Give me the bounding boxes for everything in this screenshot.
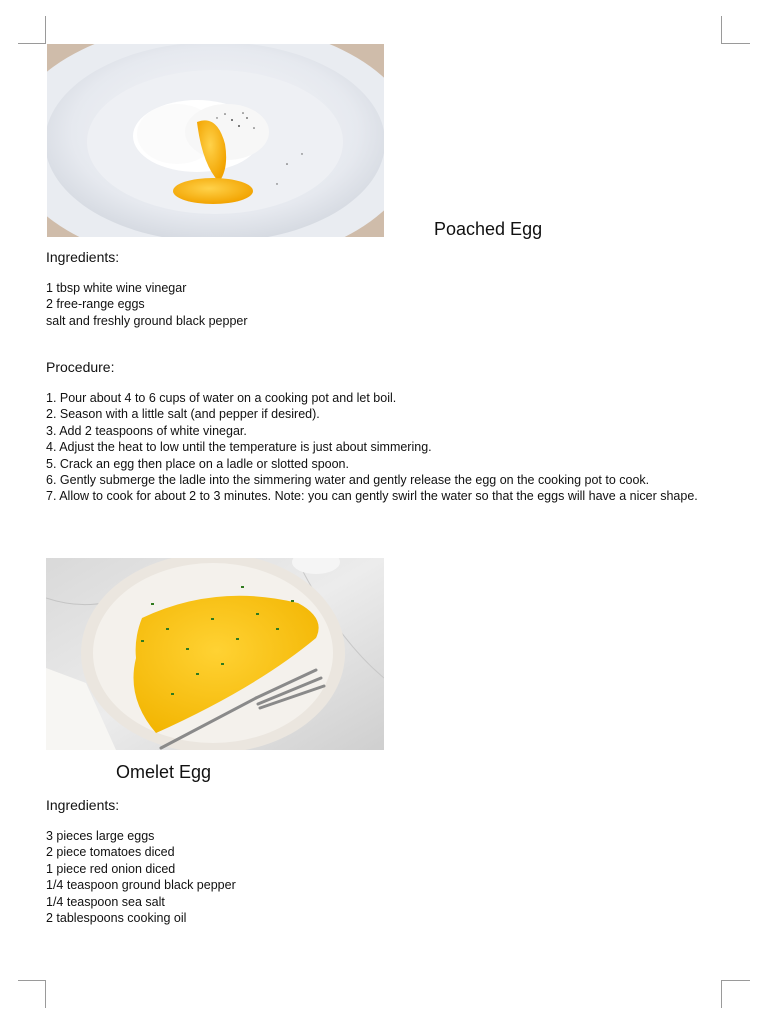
omelet-egg-ingredients-list [46, 828, 236, 926]
procedure-step: 3. Add 2 teaspoons of white vinegar. [46, 423, 247, 438]
crop-mark-top-right-horizontal [722, 43, 750, 44]
ingredient-line: 1/4 teaspoon sea salt [46, 894, 165, 909]
procedure-step: 5. Crack an egg then place on a ladle or slotted spoon. [46, 456, 349, 471]
poached-egg-title: Poached Egg [434, 219, 543, 239]
ingredient-line: 2 piece tomatoes diced [46, 845, 175, 860]
omelet-egg-title: Omelet Egg [116, 762, 212, 782]
procedure-step: 2. Season with a little salt (and pepper if desired). [46, 407, 320, 422]
omelet-egg-ingredients-heading: Ingredients: [46, 797, 120, 813]
procedure-step: 7. Allow to cook for about 2 to 3 minutes. Note: you can gently swirl the water so that the eggs will have a nicer shape. [46, 489, 698, 504]
procedure-step: 4. Adjust the heat to low until the temperature is just about simmering. [46, 440, 432, 455]
poached-egg-ingredients-heading: Ingredients: [46, 249, 120, 265]
procedure-step: 6. Gently submerge the ladle into the simmering water and gently release the egg on the cooking pot to cook. [46, 473, 650, 488]
poached-egg-ingredients-list [46, 280, 248, 329]
crop-mark-bottom-left-horizontal [18, 980, 46, 981]
ingredient-line: 3 pieces large eggs [46, 829, 155, 843]
crop-mark-top-right-vertical [721, 16, 722, 44]
crop-mark-top-left-horizontal [18, 43, 46, 44]
poached-egg-procedure-heading: Procedure: [46, 359, 115, 375]
ingredient-line: 1/4 teaspoon ground black pepper [46, 878, 236, 893]
poached-egg-photo [47, 44, 384, 237]
poached-egg-procedure-list [46, 390, 716, 505]
ingredient-line: salt and freshly ground black pepper [46, 313, 248, 328]
crop-mark-bottom-right-vertical [721, 980, 722, 1008]
ingredient-line: 1 tbsp white wine vinegar [46, 281, 187, 295]
ingredient-line: 2 tablespoons cooking oil [46, 911, 187, 926]
ingredient-line: 1 piece red onion diced [46, 861, 176, 876]
crop-mark-top-left-vertical [45, 16, 46, 44]
crop-mark-bottom-right-horizontal [722, 980, 750, 981]
omelet-egg-photo [46, 558, 384, 750]
crop-mark-bottom-left-vertical [45, 980, 46, 1008]
procedure-step: 1. Pour about 4 to 6 cups of water on a cooking pot and let boil. [46, 391, 397, 405]
ingredient-line: 2 free-range eggs [46, 297, 145, 312]
